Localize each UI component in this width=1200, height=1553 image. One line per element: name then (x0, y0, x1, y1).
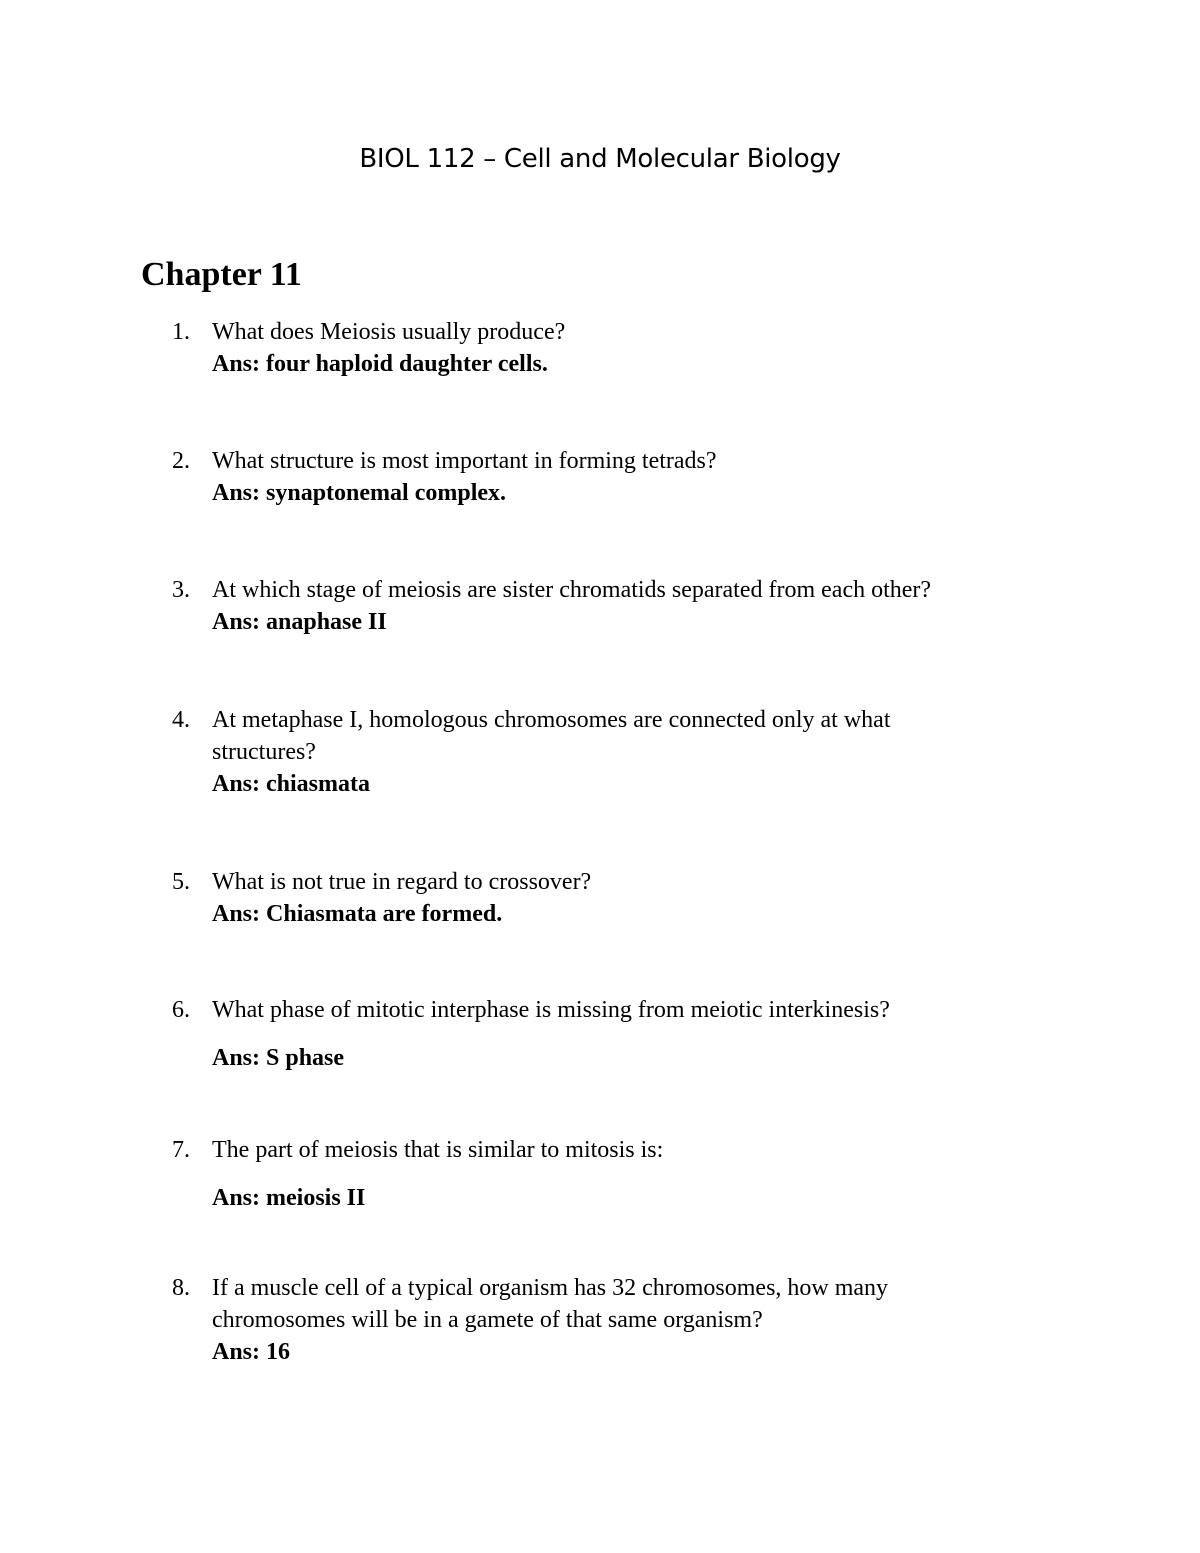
question-text: At metaphase I, homologous chromosomes are connected only at what structures? (212, 707, 891, 765)
question-number: 5. (172, 869, 190, 895)
question-text: At which stage of meiosis are sister chromatids separated from each other? (212, 577, 932, 603)
question-number: 6. (172, 997, 190, 1023)
question-text: The part of meiosis that is similar to mitosis is: (212, 1137, 664, 1163)
question-text: What phase of mitotic interphase is missing from meiotic interkinesis? (212, 997, 890, 1023)
answer-text: Ans: S phase (212, 1045, 345, 1071)
question-number: 3. (172, 577, 190, 603)
answer-text: Ans: meiosis II (212, 1185, 366, 1211)
question-text: What structure is most important in forming tetrads? (212, 448, 717, 474)
answer-text: Ans: anaphase II (212, 609, 387, 635)
question-text: What is not true in regard to crossover? (212, 869, 592, 895)
question-text: What does Meiosis usually produce? (212, 319, 566, 345)
answer-text: Ans: Chiasmata are formed. (212, 901, 503, 927)
course-title: BIOL 112 – Cell and Molecular Biology (359, 144, 841, 174)
question-number: 4. (172, 707, 190, 733)
question-number: 1. (172, 319, 190, 345)
answer-text: Ans: 16 (212, 1339, 291, 1365)
answer-text: Ans: four haploid daughter cells. (212, 351, 548, 377)
question-number: 2. (172, 448, 190, 474)
question-number: 8. (172, 1275, 190, 1301)
answer-text: Ans: synaptonemal complex. (212, 480, 507, 506)
chapter-heading: Chapter 11 (141, 256, 302, 293)
answer-text: Ans: chiasmata (212, 771, 371, 797)
question-text: If a muscle cell of a typical organism has 32 chromosomes, how many chromosomes will be in a gamete of that same organism? (212, 1275, 889, 1333)
question-number: 7. (172, 1137, 190, 1163)
